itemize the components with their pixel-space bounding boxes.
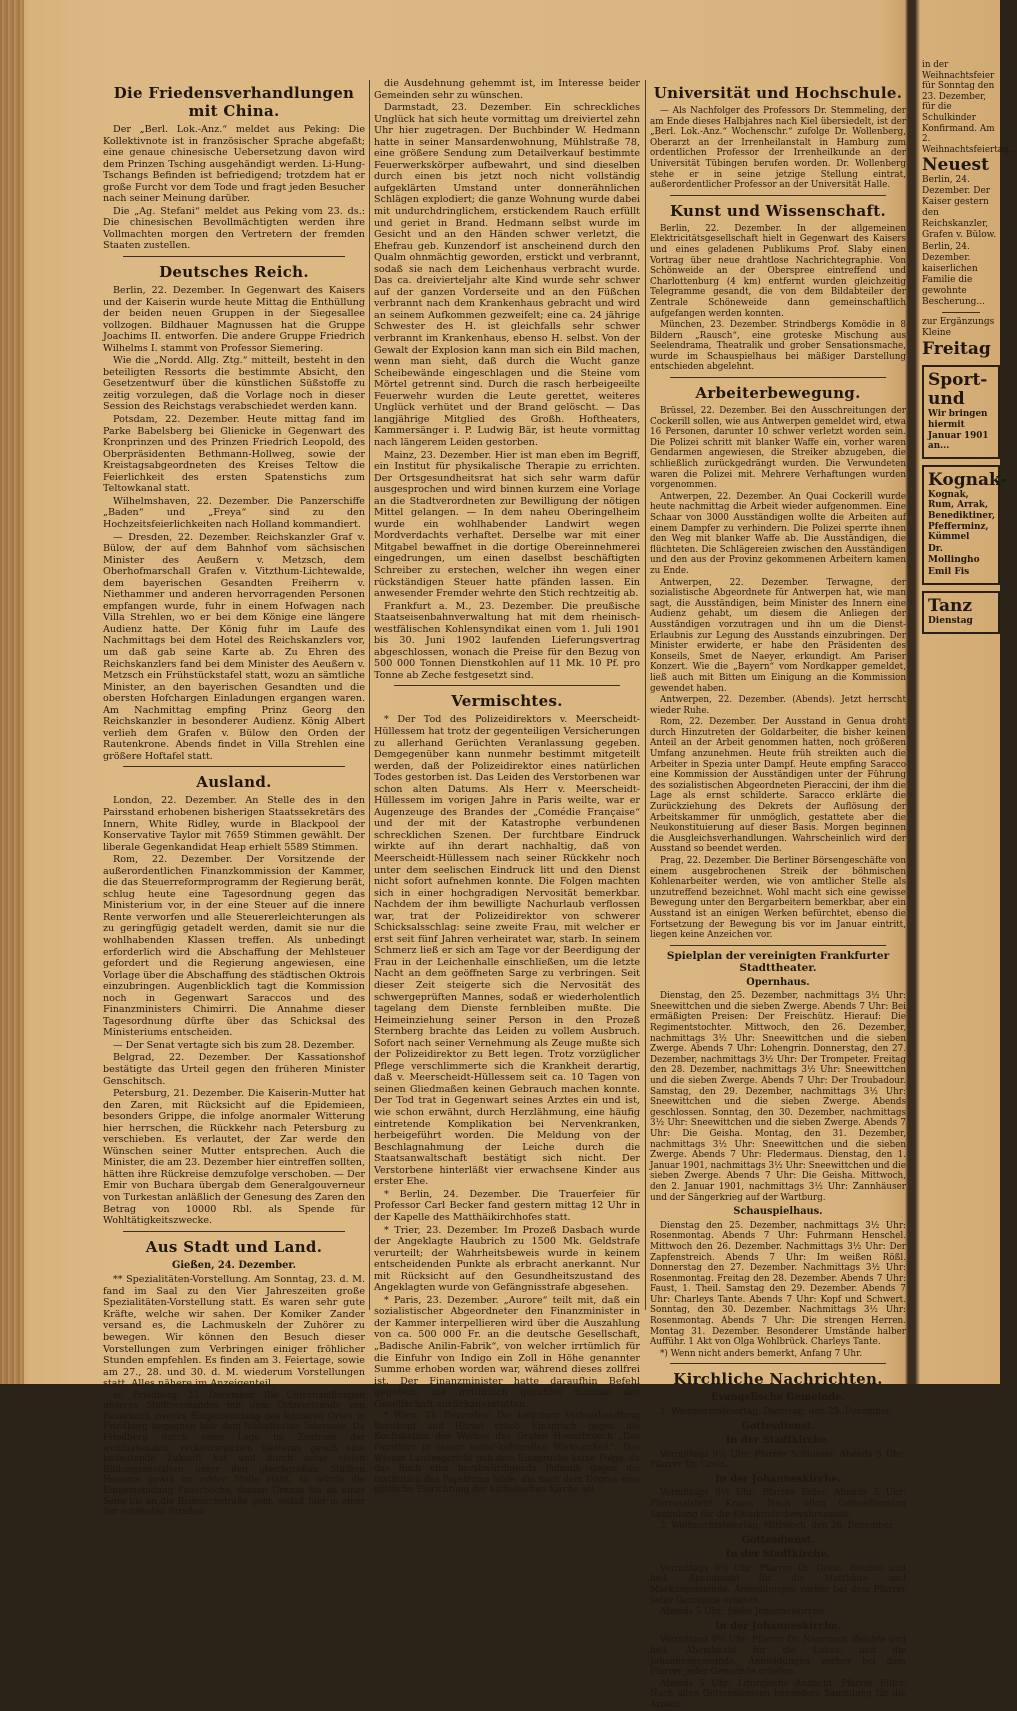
article-paragraph: Darmstadt, 23. Dezember. Ein schreckliches Unglück hat sich heute vormittag um dreiviertel zehn Uhr hier zugetragen. Der Buchbinder W. Hedmann hatte in seiner Mansardenwohnung, Mühlstraße 78, eine größere Sendung zum Detailverkauf bestimmte Feuerwerkskörper aufbewahrt, und sind dieselben durch einen bis jetzt noch nicht vollständig aufgeklärten Umstand unter donnerähnlichen Schlägen explodiert; die ganze Wohnung wurde dabei mit undurchdringlichem, erstickendem Rauch erfüllt und geriet in Brand. Hedmann selbst wurde im Gesicht und an den Händen schwer verletzt, die Ehefrau geb. Kunzendorf ist anscheinend durch den Qualm ohnmächtig geworden, erstickt und verbrannt, sodaß sie nach dem Leichenhaus verbracht wurde. Das ca. dreivierteljahr alte Kind wurde sehr schwer auf der ganzen Vorderseite und an den Füßchen verbrannt nach dem Krankenhaus gebracht und wird an seinem Aufkommen gezweifelt; eine ca. 24 jährige Schwester des H. ist gleichfalls sehr schwer verbrannt im Krankenhaus, ebenso H. selbst. Von der Gewalt der Explosion kann man sich ein Bild machen, wenn man sieht, daß durch die Wucht ganze Scheibewände eingeschlagen und die Steine vom Mörtel getrennt sind. Durch die rasch herbeigeeilte Feuerwehr wurden die Leute gerettet, weiteres Unglück verhütet und der Brand gelöscht. — Das langjährige Mitglied des Großh. Hoftheaters, Kammersänger i. P. Ludwig Bär, ist heute vormittag nach längerem Leiden gestorben. [374,102,640,448]
column-divider [369,80,370,1310]
article-paragraph: London, 22. Dezember. An Stelle des in den Pairsstand erhobenen bisherigen Staatssekretärs des Innern, White Ridley, wurde in Blackpool der Konservative Taylor mit 7659 Stimmen gewählt. Der liberale Gegenkandidat Heap erhielt 5589 Stimmen. [103,795,365,853]
article-paragraph: München, 23. Dezember. Strindbergs Komödie in 8 Bildern „Rausch“, eine groteske Mischung aus Seelendrama, Theatralik und grober Sensationsmache, wurde im Schauspielhaus bei mäßiger Darstellung entschieden abgelehnt. [650,320,906,373]
column-2 [374,78,640,1496]
article-paragraph: * Trier, 23. Dezember. Im Prozeß Dasbach wurde der Angeklagte Haubrich zu 1500 Mk. Geldstrafe verurteilt; der Wahrheitsbeweis wurde in keinem entscheidenden Punkte als erbracht anerkannt. Nur mit Rücksicht auf den Gesundheitszustand des Angeklagten wurde von Gefängnisstrafe abgesehen. [374,1224,640,1294]
article-paragraph: * Paris, 23. Dezember. „Aurore“ teilt mit, daß ein sozialistischer Abgeordneter den Finanzminister in der Kammer interpellieren wird über die Auszahlung von ca. 500 000 Fr. an die deutsche Gesellschaft, „Badische Anilin-Fabrik“, von welcher irrtümlich für die Einfuhr von Indigo ein Zoll in Höhe genannter Summe erhoben worden war, während dieses zollfrei ist. Der Finanzminister hatte daraufhin Befehl gegeben, die irrtümlich gezahlte Summe der Gesellschaft zurückzuerstatten. [374,1294,640,1410]
article-paragraph: Rom, 22. Dezember. Der Ausstand in Genua droht durch Hinzutreten der Goldarbeiter, die bisher keinen Anteil an der Arbeit genommen hatten, noch größeren Umfang anzunehmen. Heute früh streikten auch die Arbeiter in Spezia unter Dampf. Heute empfing Saracco eine Kommission der Ausständigen unter der Führung des sozialistischen Abgeordneten Pieraccini, der ihm die Lage als ernst schilderte. Saracco erklärte die Zurückziehung des Dekrets der Auflösung der Arbeitskammer für unmöglich, gestattete aber die Neukonstituierung auf dieser Basis. Morgen beginnen die Ausgleichsverhandlungen. Wahrscheinlich wird der Ausstand so beendet werden. [650,717,906,855]
article-paragraph: Frankfurt a. M., 23. Dezember. Die preußische Staatseisenbahnverwaltung hat mit dem rheinisch-westfälischen Kohlensyndikat einen vom 1. Juli 1901 bis 30. Juni 1902 laufenden Lieferungsvertrag abgeschlossen, wonach die Preise für den Bezug von 500 000 Tonnen Dienstkohlen auf 11 Mk. 10 Pf. pro Tonne ab Zeche festgesetzt sind. [374,600,640,681]
subheading: Gottesdienst. [741,1420,815,1432]
advertisement-box [922,465,1008,585]
ad-text: Dr. Mollingho [928,543,980,565]
fragment-text: Berlin, 24. Dezember. Der Kaiser gestern den Reichskanzler, Grafen v. Bülow. [922,175,997,241]
article-paragraph: Vormittags 9½ Uhr: Pfarrer Schlosser. Abends 5 Uhr: Pfarrer Dr. Grein. [650,1449,906,1471]
section-rule [123,766,345,767]
article-paragraph: Die „Ag. Stefani“ meldet aus Peking vom 23. ds.: Die chinesischen Bevollmächtigten werden ihre Vollmachten morgen den Vertretern der fremden Staaten zustellen. [103,205,365,252]
article-paragraph: * Der Tod des Polizeidirektors v. Meerscheidt-Hüllessem hat trotz der gegenteiligen Versicherungen zu allerhand Gerüchten Veranlassung gegeben. Demgegenüber kann nunmehr bestimmt mitgeteilt werden, daß der Polizeidirektor eines natürlichen Todes gestorben ist. Das Leiden des Verstorbenen war schon alten Datums. Als Herr v. Meerscheidt-Hüllessem im vorigen Jahre in Paris weilte, war er Augenzeuge des Brandes der „Comédie Française“ und der mit der Katastrophe verbundenen schrecklichen Szenen. Der furchtbare Eindruck wirkte auf ihn derart nachhaltig, daß von Meerscheidt-Hüllessem nach seiner Rückkehr noch unter dem seelischen Eindruck litt und den Dienst nicht sofort aufnehmen konnte. Die Folgen machten sich in einer hochgradigen Nervosität bemerkbar. Nachdem der ihm bewilligte Nachurlaub verflossen war, trat der Polizeidirektor von schwerer Schicksalsschlag: seine zweite Frau, mit welcher er erst seit fünf Jahren verheiratet war, starb. In seinem Schmerz ließ er sich am Tage vor der Beerdigung der Frau in der Leichenhalle einschließen, um die letzte Nacht an dem geöffneten Sarge zu verbringen. Seit dieser Zeit steigerte sich die Nervosität des schwergeprüften Mannes, sodaß er wiederholentlich tagelang dem Dienste fernbleiben mußte. Die Heimeinziehung seiner Person in den Prozeß Sternberg brachte das Leiden zu vollem Ausbruch. Sofort nach seiner Vernehmung als Zeuge mußte sich der Polizeidirektor zu Bett legen. Trotz vorzüglicher Pflege verschlimmerte sich die Krankheit derartig, daß v. Meerscheidt-Hüllessem seit ca. 10 Tagen von seinen Gliedmaßen keinen Gebrauch machen konnte. Der Tod trat in Gegenwart seines Arztes ein und ist, wie schon erwähnt, durch Herzlähmung, eine häufig eintretende Komplikation bei Nervenkranken, herbeigeführt worden. Die Meldung von der Beschlagnahmung der Leiche durch die Staatsanwaltschaft bestätigt sich nicht. Der Verstorbene hinterläßt vier erwachsene Kinder aus erster Ehe. [374,714,640,1188]
heading-kirchliche-nachrichten: Kirchliche Nachrichten. [673,1370,883,1389]
article-paragraph: Vormittags 9½ Uhr: Pfarrer Dr. Grein. Beichte und heil. Abendmahl für die Matthäus- und Markusgemeinde. Anmeldungen vorher bei dem Pfarrer jeder Gemeinde erbeten. [650,1563,906,1606]
article-paragraph: Antwerpen, 22. Dezember. An Quai Cockerill wurde heute nachmittag die Arbeit wieder aufgenommen. Eine Schaar von 3000 Ausständigen wollte die Arbeiten auf einem Dampfer zu verhindern. Die Polizei sperrte ihnen den Weg mit blanker Waffe ab. Die Ausständigen, die flüchteten. Die Schlägereien zwischen den Ausständigen und den aus der Provinz gekommenen Arbeitern kamen zu Ende. [650,491,906,576]
subheading: In der Johanneskirche. [715,1620,841,1632]
article-paragraph: Abends 5 Uhr: Liturgische Andacht. Pfarrer Euler. Nach allen Gottesdiensten besondere Sammlung für die Armen. [650,1678,906,1710]
heading-ausland: Ausland. [196,773,272,792]
ad-text: Kognak, Rum, Arrak, Benediktiner, Pfefferminz, Kümmel [928,489,996,543]
article-paragraph: — Als Nachfolger des Professors Dr. Stemmeling, der am Ende dieses Halbjahres nach Kiel übersiedelt, ist der „Berl. Lok.-Anz.“ Wochenschr.“ zufolge Dr. Wollenberg, Oberarzt an der Irrenheilanstalt in Hamburg zum ordentlichen Professor der Irrenheilkunde an der Universität Tübingen berufen worden. Dr. Wollenberg stehe er in seine jetzige Stellung eintrat, außerordentlicher Professor an der Universität Halle. [650,106,906,191]
heading-kunst: Kunst und Wissenschaft. [670,201,886,220]
article-paragraph: Berlin, 22. Dezember. In der allgemeinen Elektricitätsgesellschaft hielt in Gegenwart des Kaisers und eines geladenen Publikums Prof. Slaby einen Vortrag über neue drahtlose Nachrichtegraphie. Von Schönweide an der Oberspree eintreffend und Charlottenburg (4 km) entfernt wurden gleichzeitig Telegramme gesandt, die von dem Bildabteiler der Zentrale Schöneweide dann gemeinschaftlich aufgefangen werden konnten. [650,223,906,319]
fragment-heading: Freitag [922,339,991,360]
subheading: Evangelische Gemeinde. [711,1392,845,1404]
dateline: Gießen, 24. Dezember. [171,1259,297,1271]
fragment-heading: Neuest [922,155,989,176]
article-paragraph: 1. Weihnachtsfeiertag, Dienstag, den 25. Dezember. [660,1406,893,1417]
article-paragraph: * Wien, 21. Dezember. Die Leipziger Verlagshandlung Breitkopf und Härtel erhob Einspruch gegen die Konfiskation des Werkes des Grafen Hoensbroech „Das Papsttum in seiner sozial-kulturellen Wirksamkeit“. Das Wiener Landesgericht gab dem Einspruche keine Folge, da das Buch eine herabwürdigende Polemik gegen die Institution des Papsttums bilde, die nach dem Dogma eine göttliche Einrichtung der katholischen Kirche sei. [374,1411,640,1496]
article-paragraph: sc. Friedberg, 23. Dezember. Die Unterhandlungen unseres Stadtvorstandes mit dem Ortsvorstande von Fauerbach zwecks Eingemeindung des letzteren Ortes in Friedberg begegnen hier dem lebhaftesten Interesse. Da Friedberg durch seine Lage im Zentrum der wohlhabenden, verkehrsreichen Wetterau gewiß eine bedeutende Zukunft hat und durch seine vielen Bildungsanstalten unter den gleichgroßen Städten Hessens gewiß an erster Stelle steht, so würde die Eingemeindung Fauerbachs, dessen Grenze bis an einer Seite bis an die Bismarckstraße geht, sodaß hier in einer der schönsten Straßen [103,1390,365,1518]
section-rule [123,1231,345,1232]
article-paragraph: * Berlin, 24. Dezember. Die Trauerfeier für Professor Carl Becker fand gestern mittag 12 Uhr in der Kapelle des Matthäikirchhofes statt. [374,1188,640,1223]
article-paragraph: — Dresden, 22. Dezember. Reichskanzler Graf v. Bülow, der auf dem Bahnhof vom sächsischen Minister des Aeußern v. Metzsch, dem Oberhofmarschall Grafen v. Vitzthum-Lichtewalde, dem bayerischen Gesandten Freiherrn v. Niethammer und anderen hervorragenden Personen empfangen wurde, fuhr in einem Hofwagen nach Villa Strehlen, wo er bei dem Könige eine längere Audienz hatte. Der König fuhr im Laufe des Nachmittags bei dem Hotel des Reichskanzlers vor, um daß gab seine Karte ab. Zu Ehren des Reichskanzlers fand bei dem Minister des Aeußern v. Metzsch ein Frühstückstafel statt, wozu an sämtliche Minister, an den bayerischen Gesandten und die obersten Hofchargen Einladungen ergangen waren. Am Nachmittag empfing Prinz Georg den Reichskanzler in besonderer Audienz. König Albert verlieh dem Grafen v. Bülow den Orden der Rautenkrone. Abends findet in Villa Strehlen eine größere Hoftafel statt. [103,531,365,762]
fragment-text: zur Ergänzungs Kleine [922,317,995,339]
article-paragraph: die Ausdehnung gehemmt ist, im Interesse beider Gemeinden sehr zu wünschen. [374,78,640,101]
section-rule [670,195,886,196]
article-paragraph: Dienstag den 25. Dezember, nachmittags 3½ Uhr: Rosenmontag. Abends 7 Uhr: Fuhrmann Henschel. Mittwoch den 26. Dezember. Nachmittags 3½ Uhr: Der Zapfenstreich. Abends 7 Uhr: Im weißen Rößl. Donnerstag den 27. Dezember. Nachmittags 3½ Uhr: Rosenmontag. Freitag den 28. Dezember. Abends 7 Uhr: Faust, 1. Theil. Samstag den 29. Dezember. Abends 7 Uhr: Charleys Tante. Abends 7 Uhr: Kopf und Schwert. Sonntag, den 30. Dezember. Nachmittags 3½ Uhr: Rosenmontag. Abends 7 Uhr: Die strengen Herren. Montag 31. Dezember. Besonderer Umstände halber Aufführ. 1 Akt von Olga Wohlbrück. Charleys Tante. [650,1220,906,1348]
article-paragraph: Vormittags 9½ Uhr: Pfarrer Dr. Naumann. Beichte und heil. Abendmahl für die Lukas- und die Johannesgemeinde. Anmeldungen vorher bei dem Pfarrer jeder Gemeinde erbeten. [650,1635,906,1678]
subheading-schauspielhaus: Schauspielhaus. [733,1206,823,1218]
subheading-opernhaus: Opernhaus. [746,976,810,988]
page-edge [0,0,24,1384]
ad-heading: Sport- und [928,370,988,410]
advertisement-box [922,365,1000,458]
article-paragraph: Brüssel, 22. Dezember. Bei den Ausschreitungen der Cockerill sollen, wie aus Antwerpen gemeldet wird, etwa 16 Personen, darunter 10 schwer verletzt worden sein. Die Polizei schritt mit blanker Waffe ein, vorher waren Gendarmen angewiesen, die Streiker abzugeben, die schließlich zurückgedrängt wurden. Die Verwundeten waren die Polizei mit. Mehrere Verhaftungen wurden vorgenommen. [650,406,906,491]
article-paragraph: Vormittags 9½ Uhr: Pfarrer Euler. Abends 5 Uhr: Pfarrassistent Kraus. Nach allen Gottesdiensten Sammlung für die Kleinkinderbewahranstalt. [650,1488,906,1520]
advertisement-box [922,591,1000,634]
article-paragraph: Der „Berl. Lok.-Anz.“ meldet aus Peking: Die Kollektivnote ist in französischer Sprache abgefaßt; eine genaue chinesische Uebersetzung davon wird dem Prinzen Tsching ausgehändigt werden. Li-Hung-Tschangs Befinden ist befriedigend; trotzdem hat er große Furcht vor dem Tode und fragt jeden Besucher nach seiner Meinung darüber. [103,124,365,205]
subheading: In der Stadtkirche. [725,1435,831,1447]
heading-aus-stadt-und-land: Aus Stadt und Land. [145,1237,323,1256]
heading-universitaet: Universität und Hochschule. [653,84,903,102]
ad-text: Dienstag [928,615,973,626]
article-paragraph: — Der Senat vertagte sich bis zum 28. Dezember. [113,1039,355,1051]
column-divider [645,80,646,1310]
section-rule [942,312,980,313]
article-paragraph: Wilhelmshaven, 22. Dezember. Die Panzerschiffe „Baden“ und „Freya“ sind zu den Hochzeitsfeierlichkeiten nach Holland kommandiert. [103,495,365,530]
article-paragraph: Wie die „Nordd. Allg. Ztg.“ mitteilt, besteht in den beteiligten Ressorts die bestimmte Absicht, den Gesetzentwurf über die künstlichen Süßstoffe zu zeitig vorzulegen, daß die Vorlage noch in dieser Session des Reichstags verabschiedet werden kann. [103,355,365,413]
section-rule [123,256,345,257]
subheading: Gottesdienst. [741,1534,815,1546]
article-paragraph: Berlin, 22. Dezember. In Gegenwart des Kaisers und der Kaiserin wurde heute Mittag die Enthüllung der beiden neuen Gruppen in der Siegesallee vollzogen. Bildhauer Magnussen hat die Gruppe Joachims II. entworfen. Die andere Gruppe Friedrich Wilhelms I. stammt von Professor Siemering. [103,285,365,354]
fragment-text: in der Weihnachtsfeier für Sonntag den 23. Dezember, für die Schulkinder Konfirmand. Am 2. Weihnachtsfeiertag... [922,60,1017,155]
ad-heading: Tanz [928,595,973,616]
section-rule [394,685,620,686]
article-paragraph: Belgrad, 22. Dezember. Der Kassationshof bestätigte das Urteil gegen den früheren Minister Genschitsch. [103,1052,365,1087]
subheading: In der Stadtkirche. [725,1549,831,1561]
section-rule [670,945,886,946]
column-3 [650,78,906,1710]
heading-deutsches-reich: Deutsches Reich. [159,263,309,282]
heading-china: Die Friedensverhandlungen mit China. [113,84,355,120]
section-rule [670,1363,886,1364]
article-paragraph: Mainz, 23. Dezember. Hier ist man eben im Begriff, ein Institut für physikalische Therapie zu errichten. Der Ortsgesundheitsrat hat sich sehr warm dafür ausgesprochen und wird binnen kurzem eine Vorlage an die Stadtverordneten zur Bewilligung der nötigen Mittel gelangen. — In dem naheu Oberingelheim wurde ein wohlhabender Landwirt wegen Mordverdachts verhaftet. Derselbe war mit einer Mitgabel bewaffnet in die dortige Obereinnehmerei eingedrungen, um einen daselbst beschäftigten Schreiber zu erstechen, welcher ihn wegen einer rückständigen Steuer hatte pfänden lassen. Ein anwesender Fremder wehrte den Stich rechtzeitig ab. [374,449,640,600]
article-paragraph: Rom, 22. Dezember. Der Vorsitzende der außerordentlichen Finanzkommission der Kammer, die das Steuerreformprogramm der Regierung berät, schlug heute eine Tagesordnung gegen das Ministerium vor, in der eine Steuer auf die innere Rente verworfen und alle Steuererleichterungen als zu geringfügig getadelt werden, damit sie nur die wohlhabenden Klassen treffen. Als unbedingt erforderlich wird die Abschaffung der Mehlsteuer gefordert und die Regierung angewiesen, eine Vorlage über die Abschaffung des städtischen Oktrois einzubringen. Augenblicklich tagt die Kommission noch in Gegenwart Saraccos und des Finanzministers Chimirri. Die Annahme dieser Tagesordnung dürfte über das Schicksal des Ministeriums entscheiden. [103,854,365,1039]
article-paragraph: Antwerpen, 22. Dezember. Terwagne, der sozialistische Abgeordnete für Antwerpen hat, wie man sagt, die Ausständigen, beim Minister des Innern eine Audienz gehabt, um diesem die Anliegen der Ausständigen vorzutragen und ihn um die Dienst-Erlaubnis zur Legung des Ausstands einzubringen. Der Minister erwiderte, er habe den Präsidenten des Konseils, Smet de Naeyer, erkundigt. Am Pariser Konzert. Wie die „Bayern“ vom Nordkapper gemeldet, ließ auch mit Bitten um Einigung an die Kommission gewendet haben. [650,577,906,694]
column-1 [103,78,365,1518]
heading-spielplan: Spielplan der vereinigten Frankfurter Stadttheater. [666,949,890,974]
heading-vermischtes: Vermischtes. [451,692,563,711]
ad-heading: Kognak- [928,469,1008,490]
article-paragraph: 2. Weihnachtsfeiertag, Mittwoch, den 26. Dezember. [660,1521,895,1532]
article-paragraph: ** Spezialitäten-Vorstellung. Am Sonntag, 23. d. M. fand im Saal zu den Vier Jahreszeiten große Spezialitäten-Vorstellung statt. Es waren sehr gute Kräfte, welche wir sahen. Der Komiker Zander versand es, die Lachmuskeln der Zuhörer zu bewegen. Wir können den Besuch dieser Vorstellungen zum Verbringen einiger fröhlicher Stunden empfehlen. Es finden am 3. Feiertage, sowie am 27., 28. und 30. d. M. wiederum Vorstellungen statt. Alles nähere im Anzeigenteil. [103,1274,365,1390]
section-rule [670,377,886,378]
ad-text: Wir bringen hiermit Januar 1901 an... [928,409,989,452]
fragment-text: Berlin, 24. Dezember. kaiserlichen Familie die gewohnte Bescherung... [922,242,985,308]
article-paragraph: Antwerpen, 22. Dezember. (Abends). Jetzt herrscht wieder Ruhe. [650,695,906,716]
article-paragraph: Dienstag, den 25. Dezember, nachmittags 3½ Uhr: Sneewittchen und die sieben Zwerge. Abends 7 Uhr: Bei ermäßigten Preisen: Der Freischütz. Hierauf: Die Regimentstochter. Mittwoch, den 26. Dezember, nachmittags 3½ Uhr: Sneewittchen und die sieben Zwerge. Abends 7 Uhr: Lohengrin. Donnerstag, den 27. Dezember, nachmittags 3½ Uhr: Der Trompeter. Freitag den 28. Dezember, nachmittags 3½ Uhr: Sneewittchen und die sieben Zwerge. Abends 7 Uhr: Der Troubadour. Samstag, den 29. Dezember, nachmittags 3½ Uhr: Sneewittchen und die sieben Zwerge. Abends geschlossen. Sonntag, den 30. Dezember, nachmittags 3½ Uhr: Sneewittchen und die sieben Zwerge. Abends 7 Uhr: Die Geisha. Montag, den 31. Dezember, nachmittags 3½ Uhr: Sneewittchen und die sieben Zwerge. Abends 7 Uhr: Fledermaus. Dienstag, den 1. Januar 1901, nachmittags 3½ Uhr: Sneewittchen und die sieben Zwerge. Abends 7 Uhr: Die Geisha. Mittwoch, den 2. Januar 1901, nachmittags 3½ Uhr: Zannhäuser und der Sängerkrieg auf der Wartburg. [650,991,906,1203]
footnote: *) Wenn nicht anders bemerkt, Anfang 7 Uhr. [660,1348,863,1359]
article-paragraph: Abends 5 Uhr: Siehe Johanneskirche. [660,1607,827,1618]
subheading: In der Johanneskirche. [715,1473,841,1485]
article-paragraph: Petersburg, 21. Dezember. Die Kaiserin-Mutter hat den Zaren, mit Rücksicht auf die Epidemieen, besonders Grippe, die infolge anormaler Witterung hier herrschen, die Rückkehr nach Petersburg zu verschieben. Es verlautet, der Zar werde den Wünschen seiner Mutter entsprechen. Auch die Minister, die am 23. Dezember hier eintreffen sollten, hätten ihre Rückreise demzufolge verschoben. — Der Emir von Buchara übergab dem Generalgouverneur von Turkestan anläßlich der Genesung des Zaren den Betrag von 10000 Rbl. als Spende für Wohltätigkeitszwecke. [103,1088,365,1227]
heading-arbeiterbewegung: Arbeiterbewegung. [695,384,861,403]
adjacent-page-fragment [922,60,1017,1360]
article-paragraph: Potsdam, 22. Dezember. Heute mittag fand im Parke Babelsberg bei Glienicke in Gegenwart des Kronprinzen und des Prinzen Friedrich Leopold, des Oberpräsidenten Bethmann-Hollweg, sowie der Kreistagsabgeordneten des Kreises Teltow die Feierlichkeit des ersten Spatenstichs zum Teltowkanal statt. [103,414,365,495]
article-paragraph: Prag, 22. Dezember. Die Berliner Börsengeschäfte von einem ausgebrochenen Streik der böhmischen Kohlenarbeiter werden, wie von amtlicher Stelle als unzutreffend bezeichnet. Wohl macht sich eine gewisse Bewegung unter den Bergarbeitern bemerkbar, aber ein Ausstand ist an einigen Werken befürchtet, ebenso die Fortsetzung der Bewegung bis vor im Januar eintritt, liegen keine Anzeichen vor. [650,856,906,941]
ad-text: Emil Fis [928,566,970,577]
